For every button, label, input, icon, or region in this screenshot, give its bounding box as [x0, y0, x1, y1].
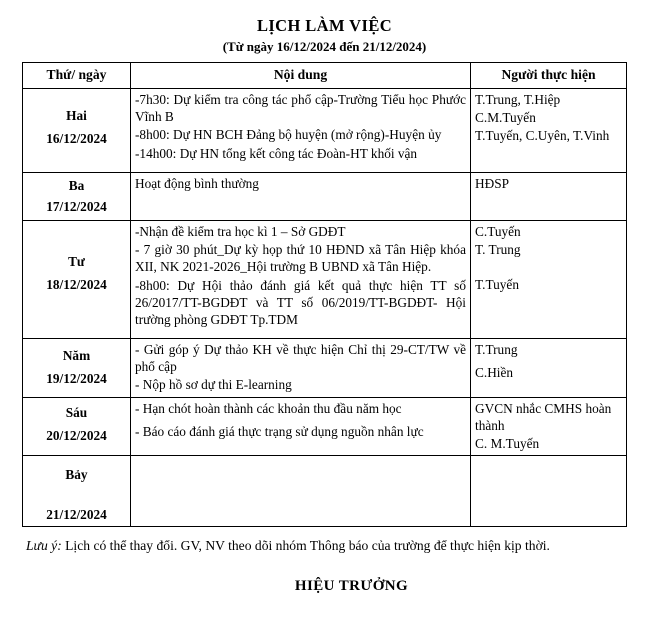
people-line: HĐSP: [475, 175, 509, 191]
content-cell: [131, 172, 471, 220]
day-cell: [23, 172, 131, 220]
content-cell: [131, 456, 471, 527]
people-line: T.Trung, T.Hiệp: [475, 91, 561, 107]
people-line: C.Hiền: [475, 364, 514, 380]
schedule-table: [22, 62, 627, 527]
column-header-day: Thứ/ ngày: [23, 63, 131, 89]
day-date: 18/12/2024: [46, 276, 107, 292]
signature-block: HIỆU TRƯỞNG: [294, 577, 409, 594]
table-row: [23, 456, 627, 527]
content-cell: [131, 88, 471, 172]
table-row: [23, 172, 627, 220]
people-line: C.Tuyến: [475, 223, 521, 239]
page-title: LỊCH LÀM VIỆC: [256, 16, 393, 35]
day-of-week: Năm: [62, 347, 91, 363]
content-line: -7h30: Dự kiểm tra công tác phổ cập-Trường Tiểu học Phước Vĩnh B: [135, 91, 466, 124]
people-line: GVCN nhắc CMHS hoàn thành: [475, 400, 612, 433]
content-line: - Hạn chót hoàn thành các khoản thu đầu năm học: [135, 400, 402, 416]
column-header-content: Nội dung: [131, 63, 471, 89]
day-of-week: Ba: [68, 177, 85, 193]
day-date: 16/12/2024: [46, 130, 107, 146]
footer-note: [22, 536, 627, 556]
content-line: -Nhận đề kiểm tra học kì 1 – Sở GDĐT: [135, 223, 346, 239]
day-cell: [23, 220, 131, 338]
day-of-week: Bảy: [65, 467, 88, 483]
people-cell: [471, 172, 627, 220]
content-line: - Báo cáo đánh giá thực trạng sử dụng nguồn nhân lực: [135, 423, 424, 439]
table-header-row: [23, 63, 627, 89]
people-line: C. M.Tuyến: [475, 436, 540, 452]
day-date: 21/12/2024: [46, 506, 107, 522]
day-cell: [23, 88, 131, 172]
table-row: [23, 338, 627, 397]
day-date: 17/12/2024: [46, 198, 107, 214]
day-of-week: Hai: [66, 107, 87, 123]
people-line: T.Trung: [475, 341, 518, 357]
content-line: Hoạt động bình thường: [135, 175, 259, 191]
people-cell: [471, 397, 627, 456]
content-line: - Nộp hồ sơ dự thi E-learning: [135, 377, 292, 393]
page-subtitle: (Từ ngày 16/12/2024 đến 21/12/2024): [222, 39, 427, 54]
content-cell: [131, 397, 471, 456]
content-cell: [131, 220, 471, 338]
people-cell: [471, 456, 627, 527]
column-header-people: Người thực hiện: [471, 63, 627, 89]
people-line: C.M.Tuyến: [475, 109, 536, 125]
table-row: [23, 220, 627, 338]
note-text: Lịch có thể thay đổi. GV, NV theo dõi nhóm Thông báo của trường để thực hiện kịp thời.: [61, 537, 550, 553]
day-cell: [23, 338, 131, 397]
people-cell: [471, 88, 627, 172]
day-of-week: Tư: [68, 253, 85, 269]
table-row: [23, 88, 627, 172]
people-line: T.Tuyến: [475, 277, 519, 293]
content-line: -8h00: Dự Hội thảo đánh giá kết quả thực hiện TT số 26/2017/TT-BGDĐT và TT số 06/2019/TT-BGDĐT- Hội trường phòng GDĐT Tp.TDM: [135, 277, 466, 328]
content-cell: [131, 338, 471, 397]
day-date: 19/12/2024: [46, 370, 107, 386]
people-cell: [471, 220, 627, 338]
content-line: - 7 giờ 30 phút_Dự kỳ họp thứ 10 HĐND xã Tân Hiệp khóa XII, NK 2021-2026_Hội trường B UBND xã Tân Hiệp.: [135, 241, 466, 275]
content-line: -8h00: Dự HN BCH Đảng bộ huyện (mở rộng)-Huyện ủy: [135, 127, 442, 143]
content-line: -14h00: Dự HN tổng kết công tác Đoàn-HT khối vận: [135, 145, 418, 161]
note-label: Lưu ý:: [26, 537, 62, 553]
people-cell: [471, 338, 627, 397]
day-cell: [23, 397, 131, 456]
people-line: T.Tuyến, C.Uyên, T.Vinh: [475, 128, 610, 144]
day-date: 20/12/2024: [46, 427, 107, 443]
people-line: T. Trung: [475, 241, 521, 257]
content-line: - Gửi góp ý Dự thảo KH về thực hiện Chỉ thị 29-CT/TW về phổ cập: [135, 341, 466, 374]
day-cell: [23, 456, 131, 527]
day-of-week: Sáu: [65, 404, 88, 420]
table-row: [23, 397, 627, 456]
